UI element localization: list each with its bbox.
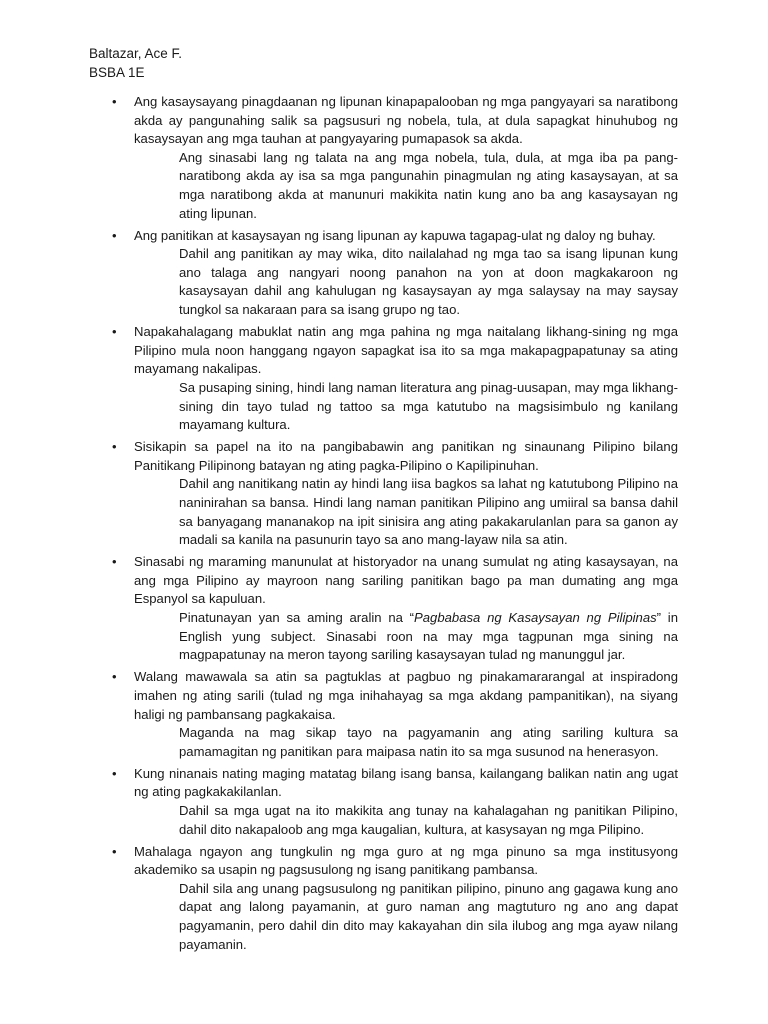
bullet-icon: •: [112, 765, 117, 781]
item-explanation-text: Sa pusaping sining, hindi lang naman literatura ang pinag-uusapan, may mga likhang-sining din tayo tulad ng tattoo sa mga katutubo na magsisimbulo ng kanilang mayamang kultura.: [179, 379, 678, 433]
item-main-text: Ang panitikan at kasaysayan ng isang lipunan ay kapuwa tagapag-ulat ng daloy ng buhay.: [134, 227, 656, 243]
item-main-text: Sisikapin sa papel na ito na pangibabawin ang panitikan ng sinaunang Pilipino bilang Panitikang Pilipinong batayan ng ating pagka-Pilipino o Kapilipinuhan.: [134, 439, 678, 473]
explanation-text-after: ” in English yung subject. Sinasabi roon na may mga tagpunan mga sining na magpapatunay na meron tayong sariling kasaysayan tulad ng manunggul jar.: [179, 610, 678, 663]
item-explanation-text: Dahil sa mga ugat na ito makikita ang tunay na kahalagahan ng panitikan Pilipino, dahil dito nakapaloob ang mga kaugalian, kultura, at kasysayan ng mga Pilipino.: [179, 802, 678, 837]
list-item: [112, 438, 678, 550]
item-main-text: Napakahalagang mabuklat natin ang mga pahina ng mga naitalang likhang-sining ng mga Pilipino mula noon hanggang ngayon sapagkat isa ito sa mga makapagpapatunay sa ating mayamang nakalipas.: [134, 324, 678, 377]
bullet-icon: •: [112, 439, 117, 455]
bullet-icon: •: [112, 94, 117, 109]
bullet-icon: •: [112, 324, 117, 340]
list-item: [112, 843, 678, 955]
bullet-icon: •: [112, 227, 117, 243]
author-name: Baltazar, Ace F.: [89, 46, 183, 61]
item-explanation-text: Dahil ang nanitikang natin ay hindi lang iisa bagkos sa lahat ng katutubong Pilipino na naninirahan sa bansa. Hindi lang naman panitikan Pilipino ang umiiral sa bansa dahil sa banyagang mananakop na ipit sinisira ang ating pakakarulanlan para sa ganon ay madali sa kanila na pasunurin tayo sa ano mang-layaw nila sa atin.: [179, 476, 678, 548]
item-main-text: Mahalaga ngayon ang tungkulin ng mga guro at ng mga pinuno sa mga institusyong akademiko sa usapin ng pagsusulong ng isang panitikang pambansa.: [134, 843, 678, 878]
list-item: [112, 323, 678, 435]
bullet-icon: •: [112, 669, 117, 685]
bullet-icon: •: [112, 843, 117, 859]
item-main-text: Walang mawawala sa atin sa pagtuklas at pagbuo ng pinakamararangal at inspiradong imahen ng ating sarili (tulad ng mga inihahayag sa mga akdang pampanitikan), na siyang haligi ng pambansang pagkakaisa.: [134, 669, 678, 722]
item-main-text: Ang kasaysayang pinagdaanan ng lipunan kinapapalooban ng mga pangyayari sa naratibong akda ay pangunahing salik sa pagsusuri ng nobela, tula, at dula sapagkat hinuhubog ng kasaysayan ang mga tauhan at pangyayaring pumapasok sa akda.: [134, 94, 678, 147]
item-explanation-text: Maganda na mag sikap tayo na pagyamanin ang ating sariling kultura sa pamamagitan ng panitikan para maipasa natin ito sa mga susunod na henerasyon.: [179, 725, 678, 759]
list-item: [112, 668, 678, 761]
bullet-icon: •: [112, 554, 117, 570]
item-main-text: Sinasabi ng maraming manunulat at historyador na unang sumulat ng ating kasaysayan, na ang mga Pilipino ay mayroon nang sariling panitikan bago pa man dumating ang mga Espanyol sa kapuluan.: [134, 554, 678, 607]
item-explanation-text: Ang sinasabi lang ng talata na ang mga nobela, tula, dula, at mga iba pa pang-naratibong akda ay isa sa mga pangunahin pinagmulan ng ating kasaysayan, at sa mga naratibong akda at manunuri makikita natin kung ano ba ang kasaysayan ng ating lipunan.: [179, 149, 678, 221]
class-section: BSBA 1E: [89, 65, 145, 80]
explanation-text-before: Pinatunayan yan sa aming aralin na “: [179, 610, 415, 626]
item-explanation-text: [179, 609, 678, 665]
bullet-list: [112, 93, 678, 958]
item-explanation-text: Dahil sila ang unang pagsusulong ng panitikan pilipino, pinuno ang gagawa kung ano dapat ang lalong payamanin, at guro naman ang magtuturo ng ano ang dapat pagyamanin, pero dahil din dito may kakayahan din sila ilubog ang mga ayaw nilang payamanin.: [179, 880, 678, 952]
list-item: [112, 553, 678, 665]
item-main-text: Kung ninanais nating maging matatag bilang isang bansa, kailangang balikan natin ang ugat ng ating pagkakakilanlan.: [134, 765, 678, 800]
list-item: [112, 227, 678, 320]
subject-title-italic: Pagbabasa ng Kasaysayan ng Pilipinas: [414, 610, 657, 626]
document-header: [89, 44, 182, 82]
list-item: [112, 93, 678, 223]
item-explanation-text: Dahil ang panitikan ay may wika, dito nailalahad ng mga tao sa isang lipunan kung ano talaga ang nangyari noong panahon na yon at doon magkakaroon ng kasaysayan dahil ang kahulugan ng kasaysayan ay mga salaysay na may saysay tungkol sa nakaraan para sa isang grupo ng tao.: [179, 246, 678, 318]
list-item: [112, 765, 678, 839]
